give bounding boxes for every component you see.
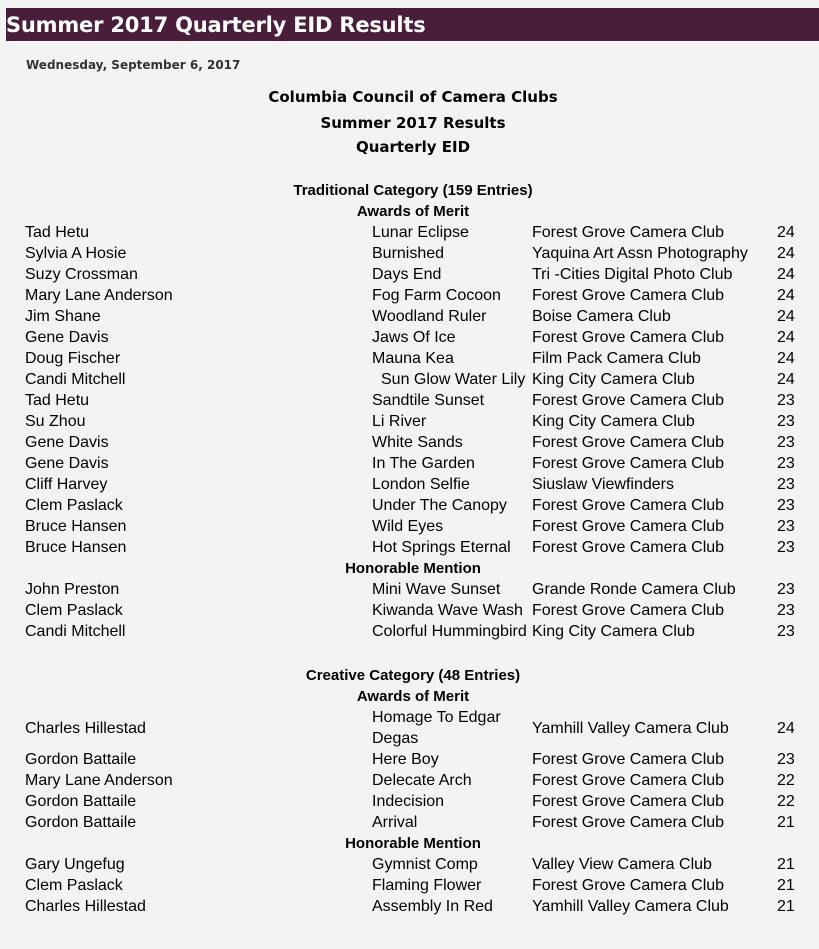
title-banner <box>6 8 819 41</box>
club-name: Forest Grove Camera Club <box>532 434 725 451</box>
results-heading: Summer 2017 Results <box>320 114 506 132</box>
table-row <box>0 516 819 537</box>
club-name: Valley View Camera Club <box>532 856 712 873</box>
creative-category-heading: Creative Category (48 Entries) <box>305 667 521 684</box>
entrant-name: Gene Davis <box>25 329 109 346</box>
club-name: Forest Grove Camera Club <box>532 497 725 514</box>
score: 21 <box>777 814 795 831</box>
image-title: Hot Springs Eternal <box>372 539 511 556</box>
table-row <box>0 243 819 264</box>
entrant-name: Gene Davis <box>25 434 109 451</box>
club-name: Forest Grove Camera Club <box>532 392 725 409</box>
club-name: King City Camera Club <box>532 413 695 430</box>
entrant-name: Clem Paslack <box>25 497 123 514</box>
traditional-category-heading: Traditional Category (159 Entries) <box>293 182 533 199</box>
entrant-name: Charles Hillestad <box>25 720 146 737</box>
score: 23 <box>777 623 795 640</box>
club-name: King City Camera Club <box>532 623 695 640</box>
competition-heading: Quarterly EID <box>355 138 471 156</box>
entrant-name: Candi Mitchell <box>25 623 126 640</box>
score: 24 <box>777 308 795 325</box>
club-name: Film Pack Camera Club <box>532 350 701 367</box>
score: 23 <box>777 413 795 430</box>
table-row <box>0 369 819 390</box>
traditional-merit-heading: Awards of Merit <box>356 203 470 220</box>
table-row <box>0 537 819 558</box>
score: 23 <box>777 476 795 493</box>
table-row <box>0 411 819 432</box>
score: 23 <box>777 518 795 535</box>
score: 24 <box>777 224 795 241</box>
entrant-name: Gordon Battaile <box>25 793 137 810</box>
score: 21 <box>777 898 795 915</box>
image-title: Li River <box>372 413 427 430</box>
image-title: Days End <box>372 266 442 283</box>
image-title: Here Boy <box>372 751 439 768</box>
club-name: Forest Grove Camera Club <box>532 814 725 831</box>
club-name: Forest Grove Camera Club <box>532 772 725 789</box>
club-name: King City Camera Club <box>532 371 695 388</box>
entrant-name: Bruce Hansen <box>25 518 127 535</box>
club-name: Grande Ronde Camera Club <box>532 581 736 598</box>
entrant-name: Cliff Harvey <box>25 476 108 493</box>
club-name: Forest Grove Camera Club <box>532 224 725 241</box>
table-row <box>0 749 819 770</box>
score: 22 <box>777 772 795 789</box>
entrant-name: Suzy Crossman <box>25 266 138 283</box>
image-title: Wild Eyes <box>372 518 444 535</box>
score: 23 <box>777 497 795 514</box>
score: 24 <box>777 329 795 346</box>
image-title: Lunar Eclipse <box>372 224 469 241</box>
image-title: Fog Farm Cocoon <box>372 287 501 304</box>
image-title: Under The Canopy <box>372 497 507 514</box>
score: 21 <box>777 856 795 873</box>
club-name: Tri -Cities Digital Photo Club <box>532 266 733 283</box>
image-title: White Sands <box>372 434 463 451</box>
table-row <box>0 791 819 812</box>
score: 22 <box>777 793 795 810</box>
entrant-name: John Preston <box>25 581 120 598</box>
table-row <box>0 707 819 749</box>
entrant-name: Sylvia A Hosie <box>25 245 127 262</box>
club-name: Forest Grove Camera Club <box>532 455 725 472</box>
table-row <box>0 854 819 875</box>
table-row <box>0 600 819 621</box>
image-title: Mauna Kea <box>372 350 454 367</box>
score: 24 <box>777 350 795 367</box>
table-row <box>0 621 819 642</box>
entrant-name: Tad Hetu <box>25 392 90 409</box>
entrant-name: Clem Paslack <box>25 877 123 894</box>
club-name: Yaquina Art Assn Photography <box>532 245 748 262</box>
entrant-name: Su Zhou <box>25 413 86 430</box>
table-row <box>0 390 819 411</box>
score: 23 <box>777 581 795 598</box>
score: 21 <box>777 877 795 894</box>
entrant-name: Jim Shane <box>25 308 101 325</box>
score: 23 <box>777 602 795 619</box>
image-title: Indecision <box>372 793 445 810</box>
score: 24 <box>777 371 795 388</box>
table-row <box>0 875 819 896</box>
image-title: Homage To Edgar <box>372 709 501 726</box>
club-name: Forest Grove Camera Club <box>532 287 725 304</box>
club-name: Forest Grove Camera Club <box>532 539 725 556</box>
table-row <box>0 579 819 600</box>
image-title: Jaws Of Ice <box>372 329 456 346</box>
club-name: Forest Grove Camera Club <box>532 329 725 346</box>
score: 24 <box>777 245 795 262</box>
creative-merit-heading: Awards of Merit <box>356 688 470 705</box>
club-name: Forest Grove Camera Club <box>532 602 725 619</box>
entrant-name: Doug Fischer <box>25 350 121 367</box>
entrant-name: Clem Paslack <box>25 602 123 619</box>
entrant-name: Gene Davis <box>25 455 109 472</box>
entrant-name: Charles Hillestad <box>25 898 146 915</box>
image-title: Gymnist Comp <box>372 856 478 873</box>
creative-hm-heading: Honorable Mention <box>345 835 481 852</box>
table-row <box>0 327 819 348</box>
table-row <box>0 770 819 791</box>
image-title: Flaming Flower <box>372 877 482 894</box>
table-row <box>0 812 819 833</box>
club-name: Forest Grove Camera Club <box>532 877 725 894</box>
table-row <box>0 264 819 285</box>
score: 23 <box>777 751 795 768</box>
entrant-name: Mary Lane Anderson <box>25 772 173 789</box>
image-title: Colorful Hummingbird <box>372 623 527 640</box>
club-name: Forest Grove Camera Club <box>532 518 725 535</box>
entrant-name: Tad Hetu <box>25 224 90 241</box>
report-date: Wednesday, September 6, 2017 <box>26 58 241 72</box>
image-title: Arrival <box>372 814 418 831</box>
entrant-name: Gordon Battaile <box>25 814 137 831</box>
club-name: Siuslaw Viewfinders <box>532 476 674 493</box>
score: 23 <box>777 455 795 472</box>
image-title: Delecate Arch <box>372 772 472 789</box>
image-title: Mini Wave Sunset <box>372 581 501 598</box>
club-name: Forest Grove Camera Club <box>532 751 725 768</box>
table-row <box>0 432 819 453</box>
image-title: London Selfie <box>372 476 470 493</box>
table-row <box>0 306 819 327</box>
table-row <box>0 474 819 495</box>
image-title: Kiwanda Wave Wash <box>372 602 523 619</box>
organization-heading: Columbia Council of Camera Clubs <box>268 88 558 106</box>
table-row <box>0 453 819 474</box>
score: 24 <box>777 720 795 737</box>
entrant-name: Gordon Battaile <box>25 751 137 768</box>
score: 23 <box>777 434 795 451</box>
score: 24 <box>777 266 795 283</box>
table-row <box>0 348 819 369</box>
table-row <box>0 285 819 306</box>
traditional-hm-heading: Honorable Mention <box>345 560 481 577</box>
image-title: Burnished <box>372 245 445 262</box>
image-title: Woodland Ruler <box>372 308 487 325</box>
image-title: Assembly In Red <box>372 898 493 915</box>
image-title-continued: Degas <box>372 730 419 747</box>
image-title: In The Garden <box>372 455 475 472</box>
entrant-name: Bruce Hansen <box>25 539 127 556</box>
club-name: Yamhill Valley Camera Club <box>532 720 729 737</box>
image-title: Sun Glow Water Lily <box>381 371 526 388</box>
club-name: Forest Grove Camera Club <box>532 793 725 810</box>
table-row <box>0 495 819 516</box>
table-row <box>0 222 819 243</box>
table-row <box>0 896 819 917</box>
club-name: Boise Camera Club <box>532 308 671 325</box>
entrant-name: Gary Ungefug <box>25 856 125 873</box>
image-title: Sandtile Sunset <box>372 392 485 409</box>
score: 24 <box>777 287 795 304</box>
score: 23 <box>777 539 795 556</box>
entrant-name: Candi Mitchell <box>25 371 126 388</box>
page-title: Summer 2017 Quarterly EID Results <box>6 13 426 37</box>
entrant-name: Mary Lane Anderson <box>25 287 173 304</box>
club-name: Yamhill Valley Camera Club <box>532 898 729 915</box>
score: 23 <box>777 392 795 409</box>
